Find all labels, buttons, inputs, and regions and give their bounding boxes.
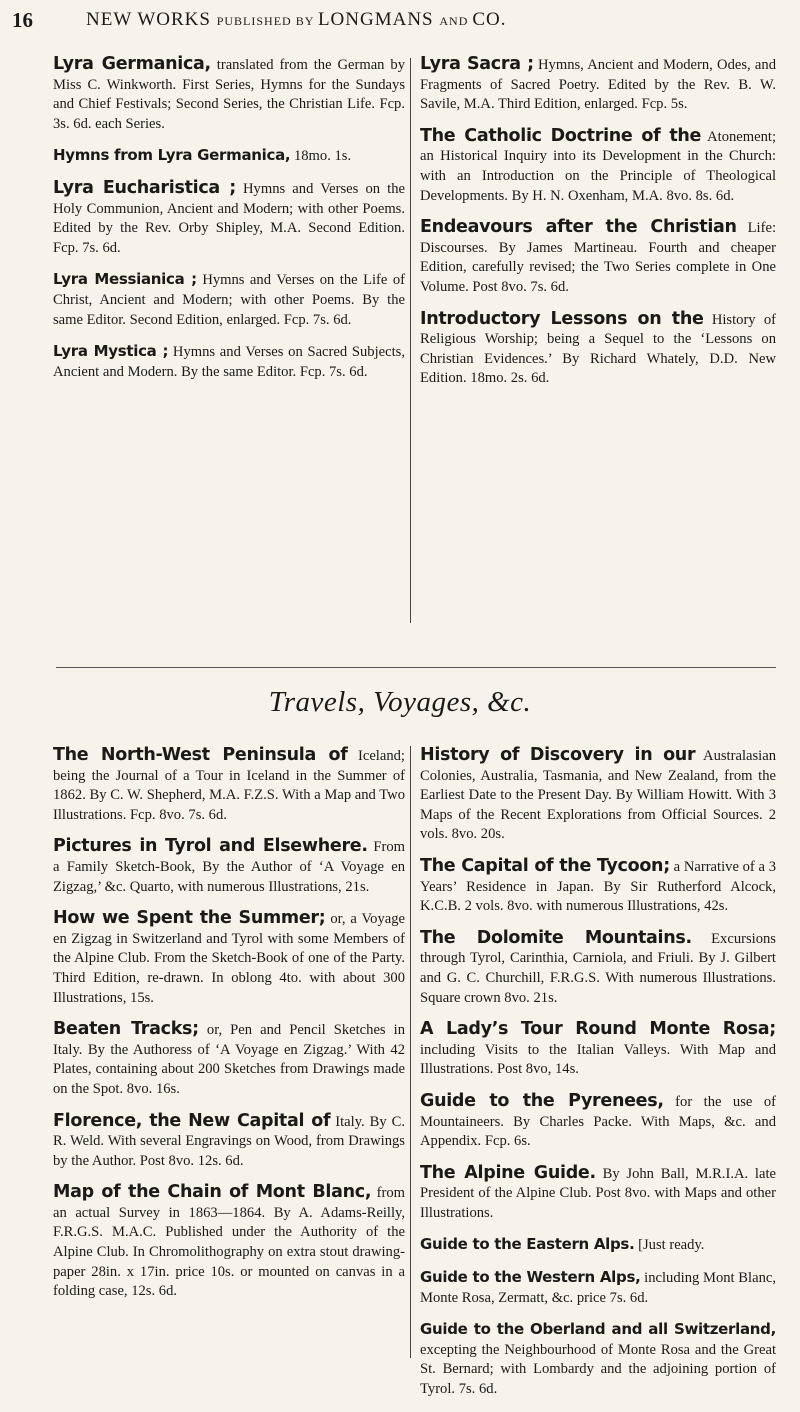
book-entry [420,929,776,1008]
book-entry [420,1235,776,1256]
book-entry [420,746,776,845]
entry-description: a Narrative of a 3 Years’ Residence in Japan. By Sir Rutherford Alcock, K.C.B. 2 vols. 8vo. with numerous Illustrations, 42s. [420,858,776,915]
entry-title: Hymns from Lyra Germanica, [53,146,291,165]
book-entry [53,179,405,258]
lower-right-column [420,746,776,1412]
book-entry [420,857,776,917]
book-entry [53,837,405,897]
book-entry [53,146,405,167]
section-title: Travels, Voyages, &c. [268,686,532,718]
entry-title: The Dolomite Mountains. [420,927,692,948]
section-divider [56,667,776,668]
entry-title: Map of the Chain of Mont Blanc, [53,1182,372,1203]
entry-title: Pictures in Tyrol and Elsewhere. [53,836,368,857]
entry-title: Beaten Tracks; [53,1019,199,1040]
page-header [0,4,800,44]
column-divider [410,58,411,623]
book-entry [420,127,776,206]
entry-title: Guide to the Western Alps, [420,1268,641,1287]
book-entry [53,1020,405,1099]
book-entry [53,342,405,382]
entry-title: Lyra Sacra ; [420,54,534,74]
page-number: 16 [12,8,33,32]
entry-description: 18mo. 1s. [290,148,352,165]
entry-description: Hymns, Ancient and Modern, Odes, and Fragments of Sacred Poetry. Edited by the Rev. B. W. Savile, M.A. Third Edition, enlarged. Fcp. 5s. [420,57,776,113]
entry-description: from an actual Survey in 1863—1864. By A. Adams-Reilly, F.R.G.S. M.A.C. Published under the Authority of the Alpine Club. In Chromolithography on extra stout drawing-paper 28in. x 17in. price 10s. or mounted on canvas in a folding case, 12s. 6d. [53,1185,405,1300]
book-entry [420,1268,776,1308]
book-entry [53,746,405,825]
entry-description: [Just ready. [634,1237,705,1254]
entry-description: or, a Voyage en Zigzag in Switzerland and Tyrol with some Members of the Alpine Club. From the Sketch-Book of one of the Party. Third Edition, re-drawn. In oblong 4to. with about 300 Illustrations, 15s. [53,911,406,1006]
book-entry [53,55,405,134]
book-entry [420,310,776,389]
entry-title: Endeavours after the Christian [420,217,737,238]
entry-title: Lyra Eucharistica ; [53,177,236,198]
upper-right-column [420,55,776,401]
entry-description: Hymns and Verses on the Life of Christ, Ancient and Modern; with other Poems. By the same Editor. Second Edition, enlarged. Fcp. 7s. 6d. [53,272,405,328]
entry-description: Iceland; being the Journal of a Tour in Iceland in the Summer of 1862. By C. W. Shepherd, M.A. F.Z.S. With a Map and Two Illustrations. Fcp. 8vo. 7s. 6d. [53,748,405,823]
entry-description: including Mont Blanc, Monte Rosa, Zermatt, &c. price 7s. 6d. [420,1270,776,1306]
book-entry [420,1320,776,1399]
book-entry [420,1164,776,1224]
entry-description: translated from the German by Miss C. Winkworth. First Series, Hymns for the Sundays and Chief Festivals; Second Series, the Christian Life. Fcp. 3s. 6d. each Series. [53,57,405,132]
book-entry [53,1112,405,1172]
entry-description: By John Ball, M.R.I.A. late President of the Alpine Club. Post 8vo. with Maps and other Illustrations. [420,1165,776,1221]
book-entry [420,218,776,297]
entry-description: History of Religious Worship; being a Sequel to the ‘Lessons on Christian Evidences.’ By Richard Whately, D.D. New Edition. 18mo. 2s. 6d. [420,311,776,387]
entry-title: Lyra Messianica ; [53,270,197,289]
entry-description: for the use of Mountaineers. By Charles Packe. With Maps, &c. and Appendix. Fcp. 6s. [420,1093,776,1150]
entry-title: The Capital of the Tycoon; [420,855,670,876]
entry-title: Lyra Mystica ; [53,342,169,361]
entry-description: Life: Discourses. By James Martineau. Fourth and cheaper Edition, carefully revised; the Two Series complete in One Volume. Post 8vo. 7s. 6d. [420,220,776,295]
entry-title: Florence, the New Capital of [53,1110,331,1131]
entry-description: Italy. By C. R. Weld. With several Engravings on Wood, from Drawings by the Author. Post 8vo. 12s. 6d. [53,1113,406,1169]
entry-title: History of Discovery in our [420,745,696,765]
entry-description: Excursions through Tyrol, Carinthia, Carniola, and Friuli. By J. Gilbert and G. C. Churchill, F.R.G.S. With numerous Illustrations. Square crown 8vo. 21s. [420,930,776,1006]
entry-title: Guide to the Pyrenees, [420,1090,664,1111]
entry-title: How we Spent the Summer; [53,908,326,929]
entry-description: including Visits to the Italian Valleys. With Map and Illustrations. Post 8vo, 14s. [420,1041,776,1078]
entry-title: A Lady’s Tour Round Monte Rosa; [420,1019,776,1040]
book-entry [53,1183,405,1302]
lower-left-column [53,746,405,1314]
entry-title: The North-West Peninsula of [53,745,348,765]
entry-title: Guide to the Eastern Alps. [420,1235,635,1254]
book-entry [420,1020,776,1080]
entry-description: Atonement; an Historical Inquiry into its Development in the Church: with an Introduction on the Principle of Theological Developments. By H. N. Oxenham, M.A. 8vo. 8s. 6d. [420,128,776,204]
entry-title: The Catholic Doctrine of the [420,125,702,146]
column-divider [410,746,411,1358]
book-entry [53,270,405,330]
entry-description: Hymns and Verses on the Holy Communion, Ancient and Modern; with other Poems. Edited by the Rev. Orby Shipley, M.A. Second Edition. Fcp. 7s. 6d. [53,180,405,256]
entry-description: excepting the Neighbourhood of Monte Rosa and the Great St. Bernard; with Lombardy and the adjoining portion of Tyrol. 7s. 6d. [420,1341,776,1398]
entry-title: Lyra Germanica, [53,54,211,74]
entry-title: Guide to the Oberland and all Switzerland, [420,1320,776,1339]
entry-title: The Alpine Guide. [420,1162,596,1183]
book-entry [53,909,405,1008]
entry-title: Introductory Lessons on the [420,308,704,329]
book-entry [420,55,776,115]
entry-description: From a Family Sketch-Book, By the Author of ‘A Voyage en Zigzag,’ &c. Quarto, with numerous Illustrations, 21s. [53,839,405,895]
entry-description: Hymns and Verses on Sacred Subjects, Ancient and Modern. By the same Editor. Fcp. 7s. 6d. [53,344,405,380]
upper-left-column [53,55,405,394]
running-head: NEW WORKS PUBLISHED BY LONGMANS AND CO. [86,9,507,30]
book-entry [420,1092,776,1152]
entry-description: Australasian Colonies, Australia, Tasmania, and New Zealand, from the Earliest Date to the Present Day. By William Howitt. With 3 Maps of the Recent Explorations from Official Sources. 2 vols. 8vo. 20s. [420,748,776,843]
entry-description: or, Pen and Pencil Sketches in Italy. By the Authoress of ‘A Voyage en Zigzag.’ With 42 Plates, containing about 200 Sketches from Drawings made on the Spot. 8vo. 16s. [53,1022,405,1097]
